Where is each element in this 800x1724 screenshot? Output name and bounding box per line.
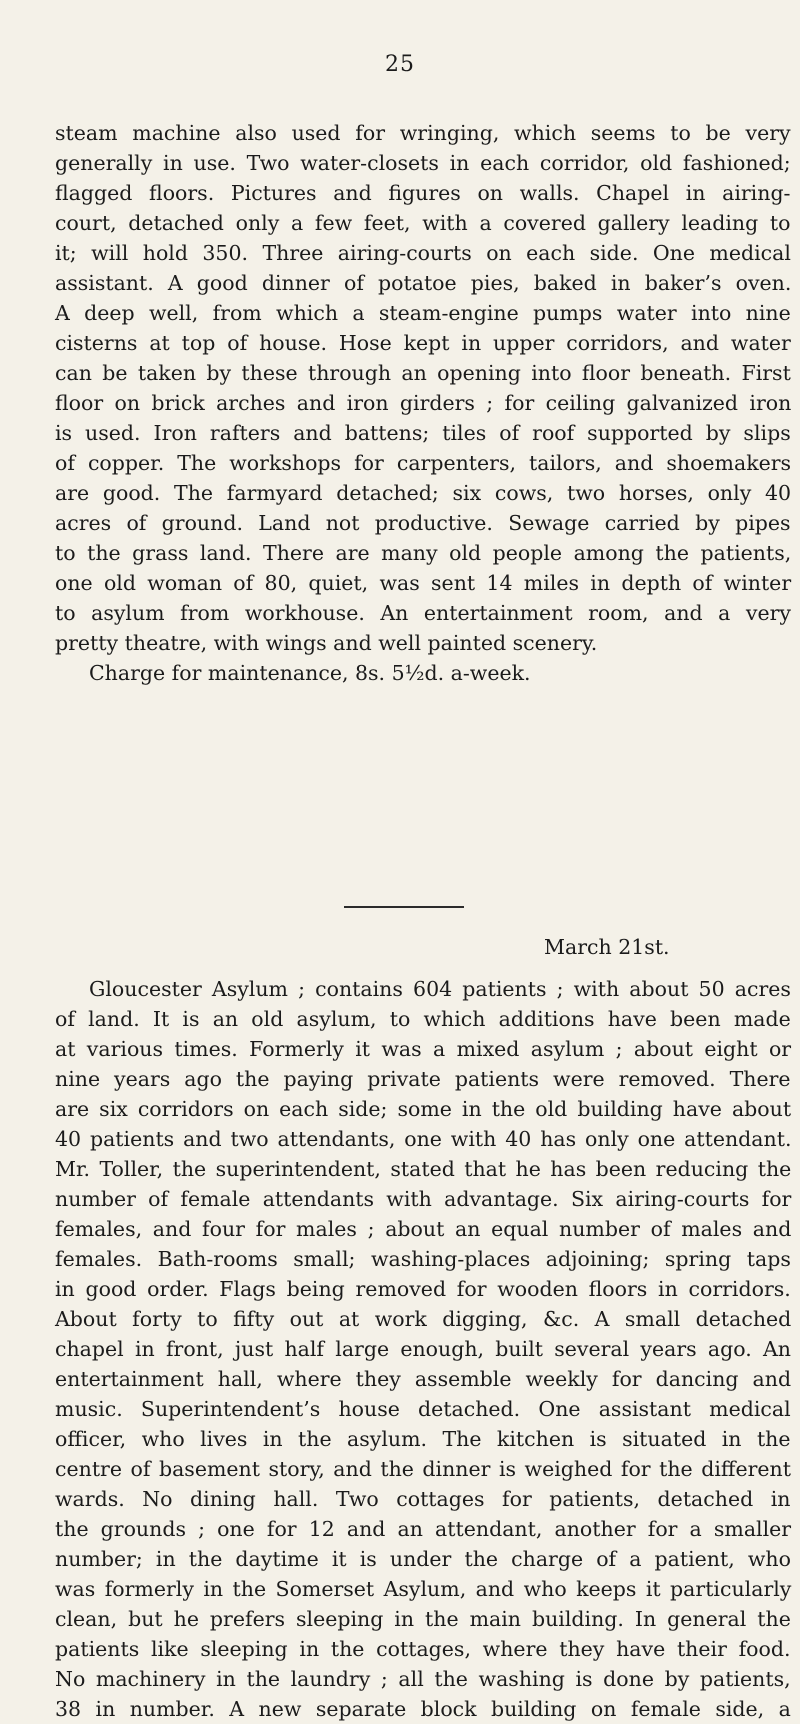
text-line: assistant. A good dinner of potatoe pies, baked in baker’s oven. bbox=[55, 271, 792, 295]
text-line: one old woman of 80, quiet, was sent 14 miles in depth of winter bbox=[55, 571, 792, 595]
section-divider-rule bbox=[344, 906, 464, 908]
text-line: nine years ago the paying private patients were removed. There bbox=[55, 1067, 791, 1091]
text-line: patients like sleeping in the cottages, where they have their food. bbox=[55, 1637, 791, 1661]
text-line: Charge for maintenance, 8s. 5½d. a-week. bbox=[89, 661, 531, 685]
text-line: wards. No dining hall. Two cottages for patients, detached in bbox=[55, 1487, 791, 1511]
text-line: in good order. Flags being removed for wooden floors in corridors. bbox=[55, 1277, 791, 1301]
text-line: entertainment hall, where they assemble weekly for dancing and bbox=[55, 1367, 792, 1391]
text-line: flagged floors. Pictures and figures on walls. Chapel in airing- bbox=[55, 181, 791, 205]
text-line: generally in use. Two water-closets in each corridor, old fashioned; bbox=[55, 151, 791, 175]
text-line: the grounds ; one for 12 and an attendant, another for a smaller bbox=[55, 1517, 792, 1541]
text-line: 38 in number. A new separate block building on female side, a bbox=[55, 1697, 791, 1721]
text-line: steam machine also used for wringing, which seems to be very bbox=[55, 121, 791, 145]
text-line: number; in the daytime it is under the charge of a patient, who bbox=[55, 1547, 791, 1571]
text-line: females, and four for males ; about an equal number of males and bbox=[55, 1217, 792, 1241]
text-line: No machinery in the laundry ; all the washing is done by patients, bbox=[55, 1667, 791, 1691]
text-line: at various times. Formerly it was a mixed asylum ; about eight or bbox=[55, 1037, 792, 1061]
text-line: can be taken by these through an opening into floor beneath. First bbox=[55, 361, 791, 385]
text-line: to asylum from workhouse. An entertainment room, and a very bbox=[55, 601, 791, 625]
text-line: was formerly in the Somerset Asylum, and who keeps it particularly bbox=[55, 1577, 792, 1601]
text-line: chapel in front, just half large enough, built several years ago. An bbox=[55, 1337, 792, 1361]
page-number: 25 bbox=[385, 52, 415, 77]
text-line: of land. It is an old asylum, to which additions have been made bbox=[55, 1007, 791, 1031]
text-line: A deep well, from which a steam-engine pumps water into nine bbox=[55, 301, 791, 325]
text-line: court, detached only a few feet, with a covered gallery leading to bbox=[55, 211, 791, 235]
text-line: is used. Iron rafters and battens; tiles of roof supported by slips bbox=[55, 421, 791, 445]
text-line: About forty to fifty out at work digging, &c. A small detached bbox=[55, 1307, 792, 1331]
text-line: pretty theatre, with wings and well painted scenery. bbox=[55, 631, 598, 655]
text-line: acres of ground. Land not productive. Sewage carried by pipes bbox=[55, 511, 791, 535]
text-line: are good. The farmyard detached; six cows, two horses, only 40 bbox=[55, 481, 792, 505]
text-line: floor on brick arches and iron girders ; for ceiling galvanized iron bbox=[55, 391, 792, 415]
text-line: Gloucester Asylum ; contains 604 patients ; with about 50 acres bbox=[89, 977, 791, 1001]
dateline: March 21st. bbox=[544, 935, 670, 959]
text-line: are six corridors on each side; some in the old building have about bbox=[55, 1097, 792, 1121]
text-line: number of female attendants with advantage. Six airing-courts for bbox=[55, 1187, 792, 1211]
text-line: females. Bath-rooms small; washing-places adjoining; spring taps bbox=[55, 1247, 791, 1271]
text-line: Mr. Toller, the superintendent, stated that he has been reducing the bbox=[55, 1157, 792, 1181]
text-line: music. Superintendent’s house detached. One assistant medical bbox=[55, 1397, 791, 1421]
text-line: cisterns at top of house. Hose kept in upper corridors, and water bbox=[55, 331, 791, 355]
text-line: 40 patients and two attendants, one with 40 has only one attendant. bbox=[55, 1127, 792, 1151]
text-line: clean, but he prefers sleeping in the main building. In general the bbox=[55, 1607, 791, 1631]
text-line: officer, who lives in the asylum. The kitchen is situated in the bbox=[55, 1427, 791, 1451]
text-line: of copper. The workshops for carpenters, tailors, and shoemakers bbox=[55, 451, 792, 475]
text-line: it; will hold 350. Three airing-courts on each side. One medical bbox=[55, 241, 791, 265]
text-line: centre of basement story, and the dinner is weighed for the different bbox=[55, 1457, 791, 1481]
text-line: to the grass land. There are many old people among the patients, bbox=[55, 541, 792, 565]
